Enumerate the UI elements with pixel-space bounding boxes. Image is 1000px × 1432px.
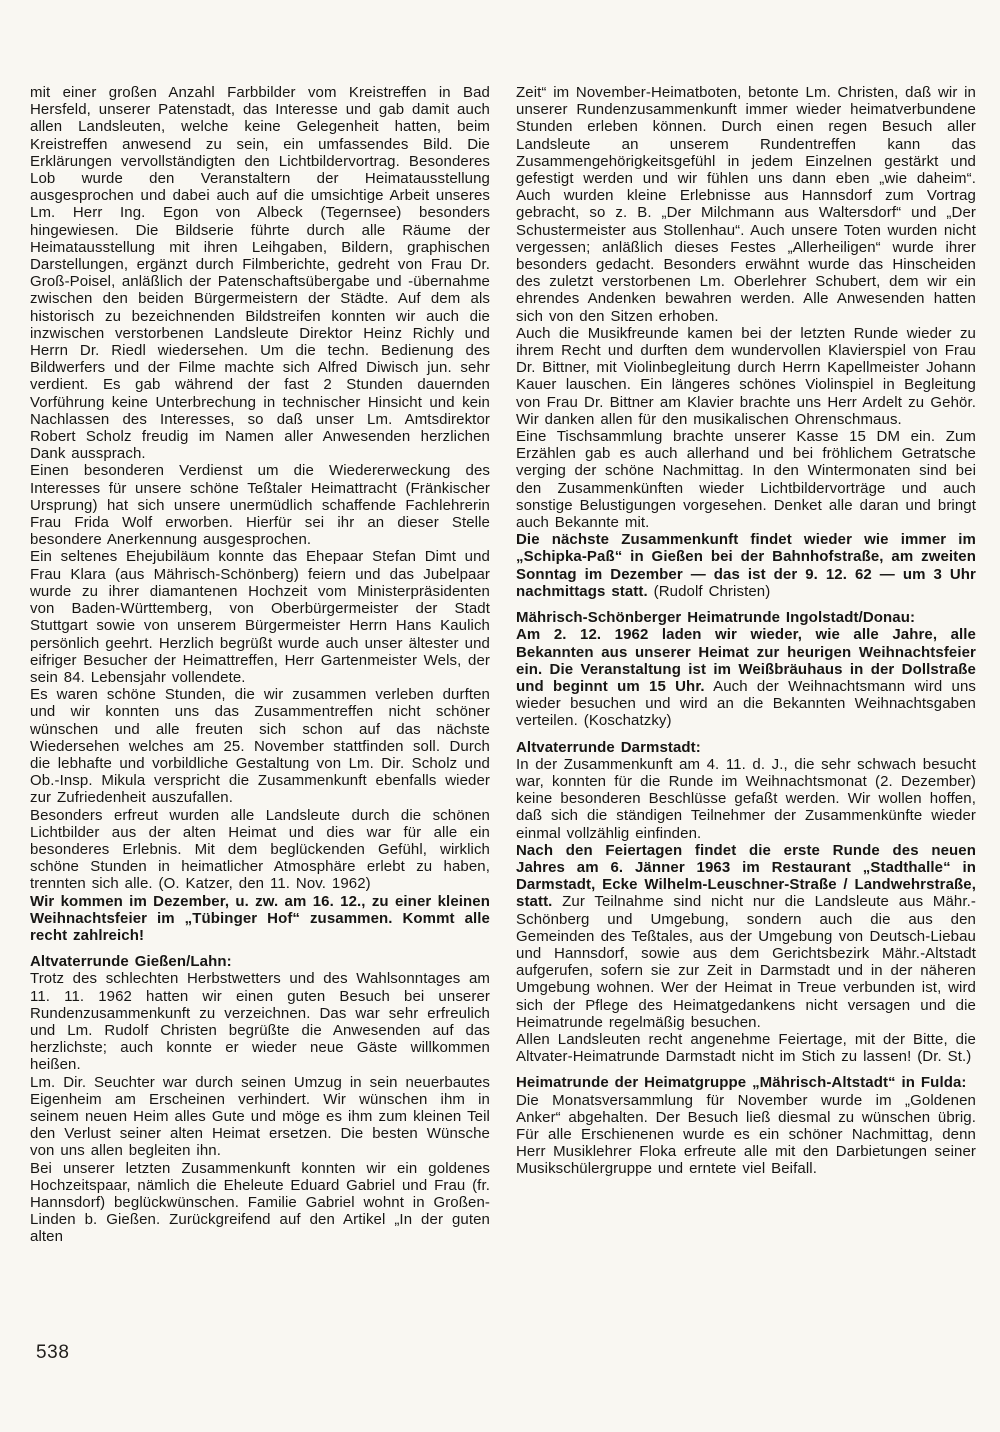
heading-heimatrunde-ingolstadt: Mährisch-Schönberger Heimatrunde Ingolstadt/Donau: [516, 609, 916, 627]
paragraph-christen-heimatboten: Zeit“ im November-Heimatboten, betonte Lm. Christen, daß wir in unserer Rundenzusammenkunft immer wieder heimatverbundene Stunden erleben können. Durch einen regen Besuch aller Landsleute an unserem Rundentreffen kann das Zusammengehörigkeitsgefühl in jedem Einzelnen gestärkt und gefestigt werden und wir fühlen uns dann eben „wie daheim“. Auch wurden kleine Erlebnisse aus Hannsdorf zum Vortrag gebracht, so z. B. „Der Milchmann aus Waltersdorf“ und „Der Schustermeister aus Stollenhau“. Auch unsere Toten wurden nicht vergessen; anläßlich dieses Festes „Allerheiligen“ wurde ihrer besonders gedacht. Besonders erwähnt wurde das Hinscheiden des zuletzt verstorbenen Lm. Oberlehrer Schubert, dem wir ein ehrendes Andenken bewahren werden. Alle Anwesenden hatten sich von den Sitzen erhoben. [516, 84, 976, 325]
announcement-bold-text: Die nächste Zusammenkunft findet wieder wie immer im „Schipka-Paß“ in Gießen bei der Bahnhofstraße, am zweiten Sonntag im Dezember — das ist der 9. 12. 62 — um 3 Uhr nachmittags statt. [516, 531, 976, 600]
left-column [30, 84, 490, 1246]
page-number: 538 [36, 1342, 70, 1363]
paragraph-seuchter-umzug: Lm. Dir. Seuchter war durch seinen Umzug in sein neuerbautes Eigenheim am Erscheinen verhindert. Wir wünschen ihm in seinem neuen Heim alles Gute und möge es ihm zum kleinen Teil den Verlust seiner alten Heimat ersetzen. Die besten Wünsche von uns allen begleiten ihn. [30, 1073, 490, 1160]
paragraph-tischsammlung: Eine Tischsammlung brachte unserer Kasse 15 DM ein. Zum Erzählen gab es auch allerhand und bei fröhlichem Getratsche verging der schöne Nachmittag. In den Wintermonaten sind bei den Zusammenkünften wieder Lichtbildervorträge und auch sonstige Belustigungen vorgesehen. Denket alle daran und bringt auch Bekannte mit. [516, 428, 976, 532]
announcement-signature: (Rudolf Christen) [653, 582, 771, 600]
document-page [30, 84, 976, 1246]
paragraph-kreistreffen-slideshow: mit einer großen Anzahl Farbbilder vom Kreistreffen in Bad Hersfeld, unserer Patenstadt, das Interesse und gab damit auch allen Landsleuten, welche keine Gelegenheit hatten, beim Kreistreffen anwesend zu sein, ein umfassendes Bild. Die Erklärungen vervollständigten den Lichtbildervortrag. Besonderes Lob wurde den Veranstaltern der Heimatausstellung ausgesprochen und dabei auch auf die umsichtige Arbeit unseres Lm. Herr Ing. Egon von Albeck (Tegernsee) besonders hingewiesen. Die Bildserie führte durch alle Räume der Heimatausstellung mit ihren Leihgaben, Bildern, graphischen Darstellungen, ergänzt durch Filmberichte, gedreht von Frau Dr. Groß-Poisel, anläßlich der Patenschaftsübergabe und -übernahme zwischen den beiden Bürgermeistern der Städte. Auf dem als historisch zu bezeichnenden Bildstreifen konnten wir auch die inzwischen verstorbenen Landsleute Direktor Heinz Richly und Herrn Dr. Riedl wiedersehen. Um die techn. Bedienung des Bildwerfers und der Filme machte sich Alfred Diwisch jun. sehr verdient. Es gab während der fast 2 Stunden dauernden Vorführung keine Unterbrechung in technischer Hinsicht und kein Nachlassen des Interesses, so daß unser Lm. Amtsdirektor Robert Scholz freudig im Namen aller Anwesenden herzlichen Dank aussprach. [30, 84, 490, 463]
announcement-bold-text: Nach den Feiertagen findet die erste Runde des neuen Jahres am 6. Jänner 1963 im Restaurant „Stadthalle“ in Darmstadt, Ecke Wilhelm-Leuschner-Straße / Landwehrstraße, statt. [516, 841, 976, 911]
heading-altvaterrunde-darmstadt: Altvaterrunde Darmstadt: [516, 738, 701, 756]
paragraph-darmstadt-zusammenkunft: In der Zusammenkunft am 4. 11. d. J., die sehr schwach besucht war, konnten für die Runde im Weihnachtsmonat (2. Dezember) keine besonderen Beschlüsse gefaßt werden. Wir wollen hoffen, daß sich die ständigen Teilnehmer der Zusammenkünfte wieder einmal vollzählig einfinden. [516, 755, 976, 842]
paragraph-giessen-rundenzusammenkunft: Trotz des schlechten Herbstwetters und des Wahlsonntages am 11. 11. 1962 hatten wir einen guten Besuch bei unserer Rundenzusammenkunft zu verzeichnen. Das war sehr erfreulich und Lm. Rudolf Christen begrüßte die Anwesenden auf das herzlichste; auch konnte er wieder neue Gäste willkommen heißen. [30, 970, 490, 1074]
announcement-naechste-zusammenkunft-giessen [516, 531, 976, 600]
paragraph-fulda-monatsversammlung: Die Monatsversammlung für November wurde im „Goldenen Anker“ abgehalten. Der Besuch ließ diesmal zu wünschen übrig. Für alle Erschienenen wurde es ein schöner Nachmittag, denn Herr Musiklehrer Floka erfreute alle mit den Darbietungen seiner Musikschülergruppe und erntete viel Beifall. [516, 1091, 976, 1178]
paragraph-musikfreunde: Auch die Musikfreunde kamen bei der letzten Runde wieder zu ihrem Recht und durften dem wundervollen Klavierspiel von Frau Dr. Bittner, mit Violinbegleitung durch Herrn Kapellmeister Johann Kauer lauschen. Ein längeres schönes Violinspiel in Begleitung von Frau Dr. Bittner am Klavier brachte uns Herr Ardelt zu Gehör. Wir danken allen für den musikalischen Ohrenschmaus. [516, 324, 976, 428]
announcement-bold-text: Am 2. 12. 1962 laden wir wieder, wie alle Jahre, alle Bekannten aus unserer Heimat zur heurigen Weihnachtsfeier ein. Die Veranstaltung ist im Weißbräuhaus in der Dollstraße und beginnt um 15 Uhr. [516, 626, 976, 695]
paragraph-schoene-stunden: Es waren schöne Stunden, die wir zusammen verleben durften und wir konnten uns das Zusammentreffen nicht schöner wünschen und alle freuten sich schon auf das nächste Wiedersehen welches am 25. November stattfinden soll. Durch die lebhafte und vorbildliche Gestaltung von Lm. Dir. Scholz und Ob.-Insp. Mikula verspricht die Zusammenkunft ebenfalls wieder zur Zufriedenheit auszufallen. [30, 686, 490, 807]
paragraph-goldene-hochzeit-gabriel: Bei unserer letzten Zusammenkunft konnten wir ein goldenes Hochzeitspaar, nämlich die Eheleute Eduard Gabriel und Frau (fr. Hannsdorf) beglückwünschen. Familie Gabriel wohnt in Großen-Linden b. Gießen. Zurückgreifend auf den Artikel „In der guten alten [30, 1159, 490, 1246]
paragraph-lichtbilder-abschied: Besonders erfreut wurden alle Landsleute durch die schönen Lichtbilder aus der alten Heimat und dies war für alle ein besonderes Erlebnis. Mit dem beglückenden Gefühl, wirklich schöne Stunden in heimatlicher Atmosphäre erlebt zu haben, trennten sich alle. (O. Katzer, den 11. Nov. 1962) [30, 806, 490, 893]
right-column [516, 84, 976, 1246]
announcement-weihnachtsfeier-tuebinger-hof: Wir kommen im Dezember, u. zw. am 16. 12., zu einer kleinen Weihnachtsfeier im „Tübinger Hof“ zusammen. Kommt alle recht zahlreich! [30, 892, 490, 944]
heading-heimatrunde-fulda: Heimatrunde der Heimatgruppe „Mährisch-Altstadt“ in Fulda: [516, 1074, 967, 1092]
announcement-rest-text: Auch der Weihnachtsmann wird uns wieder besuchen und wird an die Bekannten Weihnachtsgaben verteilen. (Koschatzky) [516, 677, 976, 730]
announcement-weihnachtsfeier-ingolstadt [516, 626, 976, 729]
paragraph-frida-wolf-tracht: Einen besonderen Verdienst um die Wiedererweckung des Interesses für unsere schöne Teßtaler Heimattracht (Fränkischer Ursprung) hat sich unsere unermüdlich schaffende Fachlehrerin Frau Frida Wolf erworben. Hierfür sei ihr an dieser Stelle besondere Anerkennung ausgesprochen. [30, 462, 490, 549]
two-column-layout [30, 84, 976, 1246]
paragraph-feiertagsgruesse-darmstadt: Allen Landsleuten recht angenehme Feiertage, mit der Bitte, die Altvater-Heimatrunde Darmstadt nicht im Stich zu lassen! (Dr. St.) [516, 1030, 976, 1066]
announcement-erste-runde-stadthalle [516, 842, 976, 1031]
heading-altvaterrunde-giessen: Altvaterrunde Gießen/Lahn: [30, 953, 232, 971]
paragraph-ehejubilaeum-dimt: Ein seltenes Ehejubiläum konnte das Ehepaar Stefan Dimt und Frau Klara (aus Mährisch-Schönberg) feiern und das Jubelpaar wurde zu ihrer diamantenen Hochzeit vom Ministerpräsidenten von Baden-Württemberg, von Oberbürgermeister der Stadt Stuttgart sowie von unserem Bürgermeister Herrn Hans Kaulich persönlich geehrt. Herzlich begrüßt wurde auch unser ältester und eifriger Besucher der Heimattreffen, Herr Gartenmeister Wels, der sein 84. Lebensjahr vollendete. [30, 548, 490, 686]
announcement-rest-text: Zur Teilnahme sind nicht nur die Landsleute aus Mähr.-Schönberg und Umgebung, sondern auch die aus den Gemeinden des Teßtales, aus der Umgebung von Deutsch-Liebau und Hannsdorf, sowie aus dem Gerichtsbezirk Mähr.-Altstadt aufgerufen, sofern sie zur Zeit in Darmstadt und in der näheren Umgebung wohnen. Wer der Heimat in Treue verbunden ist, wird sich der Pflege des Heimatgedankens nicht versagen und die Heimatrunde regelmäßig besuchen. [516, 893, 976, 1031]
